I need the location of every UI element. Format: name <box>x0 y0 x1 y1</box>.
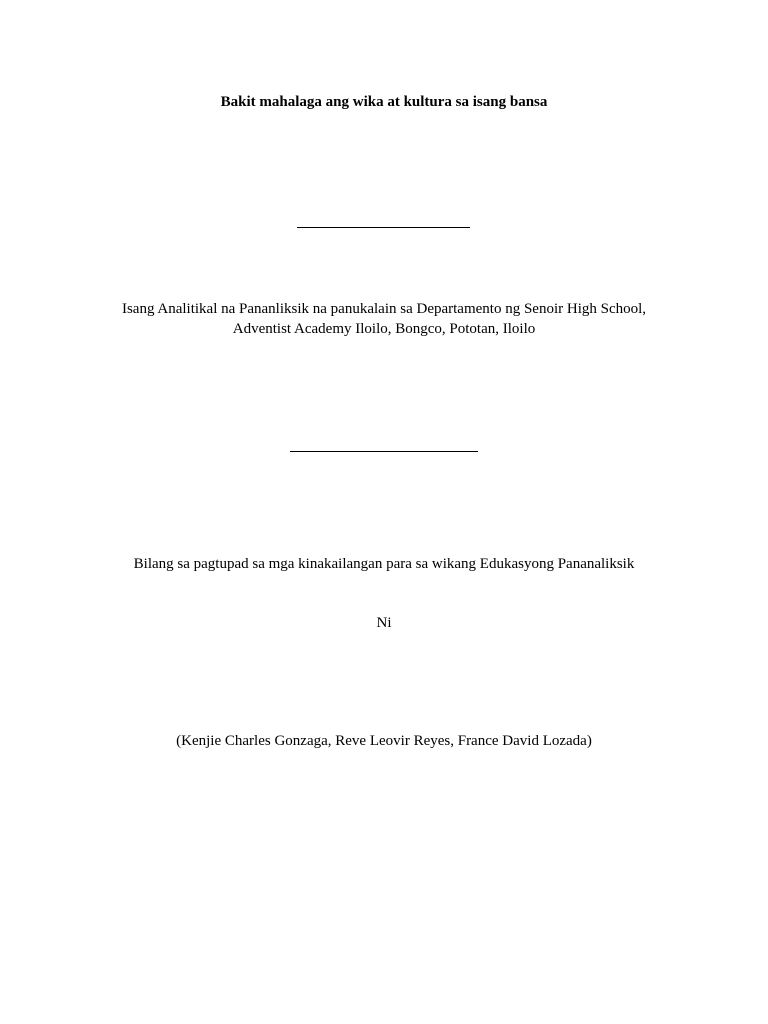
authors-list: (Kenjie Charles Gonzaga, Reve Leovir Reyes, France David Lozada) <box>176 733 592 749</box>
requirement-statement: Bilang sa pagtupad sa mga kinakailangan para sa wikang Edukasyong Pananaliksik <box>133 556 635 572</box>
subtitle-line-2: Adventist Academy Iloilo, Bongco, Pototan, Iloilo <box>232 321 536 337</box>
separator-line-top <box>297 227 470 228</box>
by-label: Ni <box>376 615 392 631</box>
document-title: Bakit mahalaga ang wika at kultura sa isang bansa <box>220 94 548 110</box>
subtitle-line-1: Isang Analitikal na Pananliksik na panukalain sa Departamento ng Senoir High School, <box>121 301 647 317</box>
separator-line-middle <box>290 451 478 452</box>
